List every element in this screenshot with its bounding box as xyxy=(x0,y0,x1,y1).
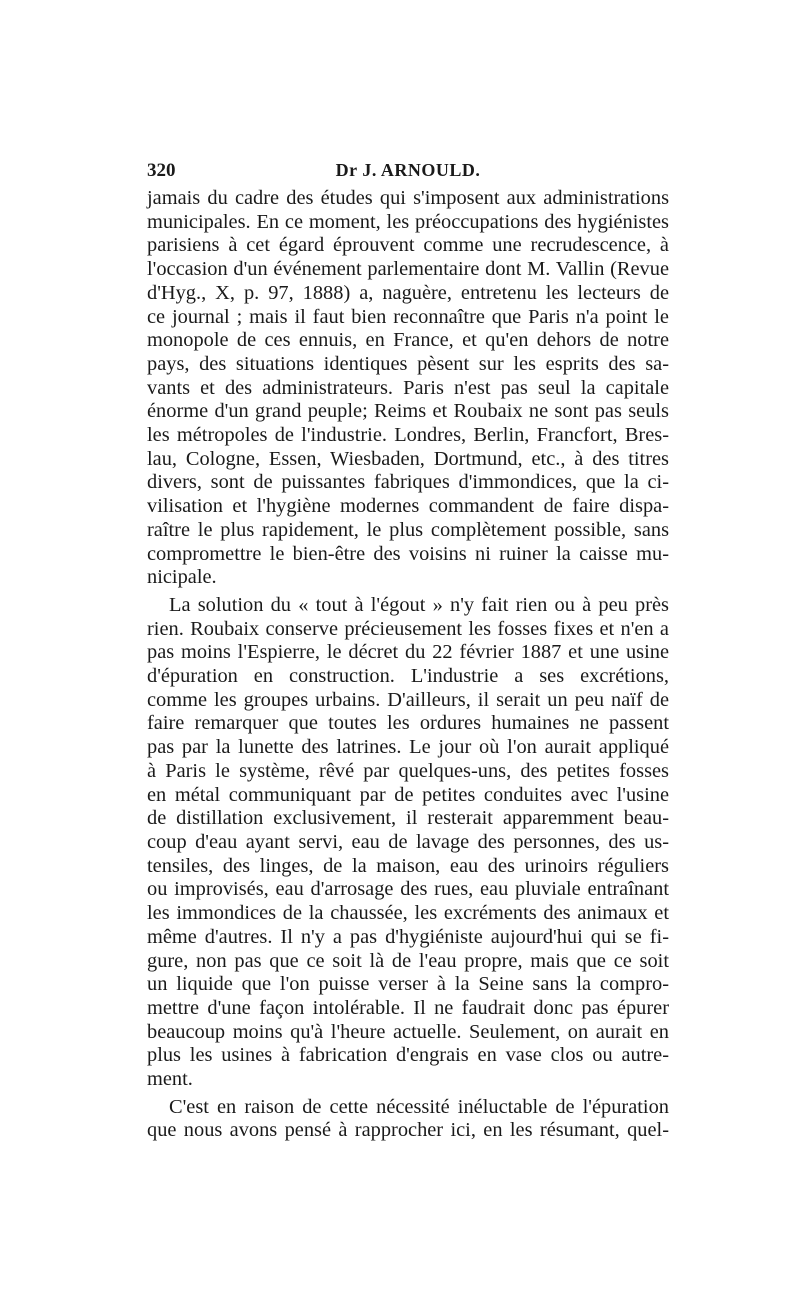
paragraph xyxy=(147,187,669,590)
text-line: pas moins l'Espierre, le décret du 22 février 1887 et une usine xyxy=(147,641,669,664)
text-line: faire remarquer que toutes les ordures humaines ne passent xyxy=(147,712,669,735)
text-line: ou improvisés, eau d'arrosage des rues, eau pluviale entraînant xyxy=(147,878,669,901)
paragraph xyxy=(147,594,669,1092)
text-line: les immondices de la chaussée, les excréments des animaux et xyxy=(147,902,669,925)
text-line: jamais du cadre des études qui s'imposent aux administrations xyxy=(147,187,669,209)
page-header xyxy=(147,160,669,184)
body-text xyxy=(147,187,669,1147)
text-line: rien. Roubaix conserve précieusement les fosses fixes et n'en a xyxy=(147,617,669,640)
text-line: vants et des administrateurs. Paris n'est pas seul la capitale xyxy=(147,376,669,399)
text-line: lau, Cologne, Essen, Wiesbaden, Dortmund, etc., à des titres xyxy=(147,447,669,470)
text-line: beaucoup moins qu'à l'heure actuelle. Seulement, on aurait en xyxy=(147,1020,669,1043)
page-number: 320 xyxy=(147,160,176,181)
text-line: pays, des situations identiques pèsent sur les esprits des sa- xyxy=(147,352,669,375)
running-head: Dr J. ARNOULD. xyxy=(335,160,481,180)
text-line: vilisation et l'hygiène modernes commandent de faire dispa- xyxy=(147,495,669,518)
text-line: tensiles, des linges, de la maison, eau des urinoirs réguliers xyxy=(147,854,669,877)
text-line: divers, sont de puissantes fabriques d'immondices, que la ci- xyxy=(147,471,669,494)
text-line: parisiens à cet égard éprouvent comme une recrudescence, à xyxy=(147,234,669,257)
text-line: ce journal ; mais il faut bien reconnaître que Paris n'a point le xyxy=(147,305,669,328)
text-line: coup d'eau ayant servi, eau de lavage des personnes, des us- xyxy=(147,830,669,853)
text-line: que nous avons pensé à rapprocher ici, en les résumant, quel- xyxy=(147,1119,669,1142)
text-line: monopole de ces ennuis, en France, et qu'en dehors de notre xyxy=(147,329,669,352)
text-line: C'est en raison de cette nécessité inéluctable de l'épuration xyxy=(169,1095,669,1118)
text-line: énorme d'un grand peuple; Reims et Roubaix ne sont pas seuls xyxy=(147,400,669,423)
text-line: de distillation exclusivement, il resterait apparemment beau- xyxy=(147,807,669,830)
text-line: un liquide que l'on puisse verser à la Seine sans la compro- xyxy=(147,973,669,996)
text-line: plus les usines à fabrication d'engrais en vase clos ou autre- xyxy=(147,1044,669,1067)
text-line: d'Hyg., X, p. 97, 1888) a, naguère, entretenu les lecteurs de xyxy=(147,281,669,304)
text-line: à Paris le système, rêvé par quelques-uns, des petites fosses xyxy=(147,759,669,782)
text-line: La solution du « tout à l'égout » n'y fait rien ou à peu près xyxy=(169,593,669,616)
text-line: nicipale. xyxy=(147,566,217,589)
text-line: municipales. En ce moment, les préoccupations des hygiénistes xyxy=(147,210,669,233)
text-line: ment. xyxy=(147,1068,193,1091)
text-line: d'épuration en construction. L'industrie a ses excrétions, xyxy=(147,665,669,688)
text-line: les métropoles de l'industrie. Londres, Berlin, Francfort, Bres- xyxy=(147,424,669,447)
text-line: mettre d'une façon intolérable. Il ne faudrait donc pas épurer xyxy=(147,996,669,1019)
paragraph xyxy=(147,1096,669,1143)
text-line: gure, non pas que ce soit là de l'eau propre, mais que ce soit xyxy=(147,949,669,972)
text-line: l'occasion d'un événement parlementaire dont M. Vallin (Revue xyxy=(147,258,669,281)
text-line: en métal communiquant par de petites conduites avec l'usine xyxy=(147,783,669,806)
text-line: raître le plus rapidement, le plus complètement possible, sans xyxy=(147,518,669,541)
text-line: pas par la lunette des latrines. Le jour où l'on aurait appliqué xyxy=(147,736,669,759)
text-line: comme les groupes urbains. D'ailleurs, il serait un peu naïf de xyxy=(147,688,669,711)
text-line: compromettre le bien-être des voisins ni ruiner la caisse mu- xyxy=(147,542,669,565)
text-line: même d'autres. Il n'y a pas d'hygiéniste aujourd'hui qui se fi- xyxy=(147,925,669,948)
